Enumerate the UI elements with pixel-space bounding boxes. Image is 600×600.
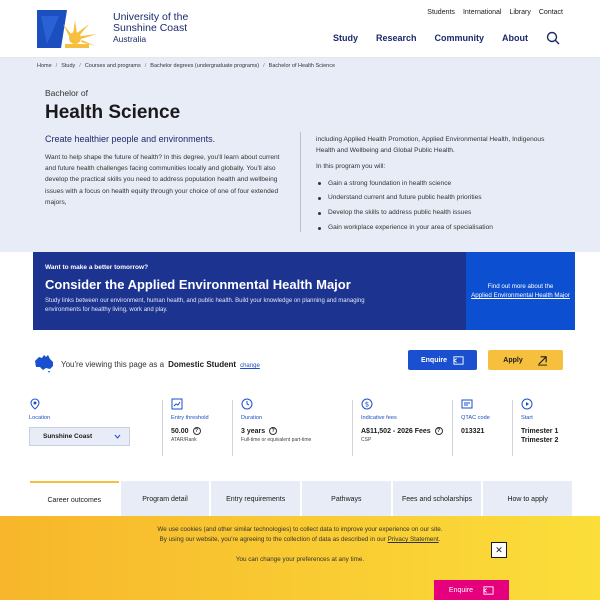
cookie-line-2-end: . (438, 536, 441, 543)
fact-sub: ATAR/Rank (171, 437, 197, 443)
fact-value: A$11,502 - 2026 Fees ? (361, 427, 443, 436)
location-select[interactable] (29, 427, 130, 446)
tab-pathways[interactable]: Pathways (302, 481, 391, 517)
list-item: Gain a strong foundation in health science (316, 178, 561, 189)
usc-logo[interactable] (37, 10, 197, 50)
fact-fees (361, 398, 443, 456)
list-item: Develop the skills to address public health issues (316, 207, 561, 218)
fact-label: Entry threshold (171, 415, 209, 421)
fact-entry-threshold (171, 398, 209, 456)
breadcrumb-separator: / (55, 63, 58, 69)
code-tag-icon (461, 398, 473, 410)
utility-link-international[interactable]: International (462, 9, 502, 16)
help-icon[interactable]: ? (435, 427, 443, 435)
fact-value: Trimester 1 (521, 428, 559, 435)
breadcrumb (37, 63, 335, 69)
nav-study[interactable]: Study (332, 33, 358, 43)
hero-tagline: Create healthier people and environments. (45, 134, 216, 144)
promo-kicker: Want to make a better tomorrow? (45, 264, 149, 271)
main-nav (333, 31, 560, 45)
chevron-down-icon (114, 434, 121, 439)
logo-wordmark: University of the Sunshine Coast Australia (113, 11, 189, 44)
fact-divider (512, 400, 513, 456)
student-type: Domestic Student (168, 360, 237, 369)
fact-value: Trimester 2 (521, 437, 559, 444)
dollar-icon (361, 398, 373, 410)
cookie-line-2: By using our website, you're agreeing to the collection of data as described in our (159, 536, 386, 543)
degree-kicker: Bachelor of (45, 88, 88, 98)
promo-content (33, 252, 466, 330)
cookie-message (100, 525, 500, 565)
fact-divider (232, 400, 233, 456)
hero-intro-continued: including Applied Health Promotion, Applied Environmental Health, Indigenous Health and Wellbeing and Global Public Health. (316, 136, 545, 155)
breadcrumb-study[interactable]: Study (61, 63, 76, 69)
program-bullets (316, 178, 561, 234)
chart-icon (171, 398, 183, 410)
promo-cta-text: Find out more about the (487, 282, 554, 290)
audience-bar (33, 352, 573, 378)
utility-link-library[interactable]: Library (509, 9, 531, 16)
close-icon[interactable]: ✕ (491, 542, 507, 558)
program-tabs (30, 481, 572, 517)
tab-how-to-apply[interactable]: How to apply (483, 481, 572, 517)
nav-community[interactable]: Community (434, 33, 484, 43)
tab-fees-scholarships[interactable]: Fees and scholarships (393, 481, 482, 517)
breadcrumb-separator: / (79, 63, 81, 69)
breadcrumb-home[interactable]: Home (37, 63, 52, 69)
australia-map-icon (33, 352, 55, 374)
cookie-banner (0, 516, 600, 600)
fact-divider (352, 400, 353, 456)
fact-value: 3 years ? (241, 427, 311, 436)
cookie-line-1: We use cookies (and other similar technologies) to collect data to improve your experience on our site. (157, 526, 443, 533)
usc-logo-icon (37, 10, 109, 48)
program-lead: In this program you will: (316, 163, 386, 171)
fact-value: 50.00 ? (171, 427, 209, 436)
nav-research[interactable]: Research (375, 33, 417, 43)
promo-banner (33, 252, 575, 330)
fact-location (29, 398, 130, 456)
hero-section (0, 58, 600, 252)
list-item: Gain workplace experience in your area of specialisation (316, 222, 561, 233)
audience-text (61, 360, 260, 369)
tab-entry-requirements[interactable]: Entry requirements (211, 481, 300, 517)
utility-link-contact[interactable]: Contact (538, 9, 563, 16)
tab-career-outcomes[interactable]: Career outcomes (30, 481, 119, 517)
site-header (0, 0, 600, 58)
apply-label: Apply (503, 356, 523, 364)
privacy-statement-link[interactable]: Privacy Statement (387, 536, 439, 543)
enquire-icon (453, 355, 464, 366)
enquire-button[interactable] (408, 350, 477, 370)
floating-enquire-label: Enquire (448, 586, 474, 594)
breadcrumb-separator: / (263, 63, 265, 69)
help-icon[interactable]: ? (193, 427, 201, 435)
hero-divider (300, 132, 301, 232)
utility-link-students[interactable]: Students (427, 9, 455, 16)
fact-sub: Full-time or equivalent part-time (241, 437, 312, 443)
fact-value: 013321 (461, 428, 485, 435)
breadcrumb-courses[interactable]: Courses and programs (84, 63, 141, 69)
audience-prefix: You're viewing this page as a (61, 360, 165, 369)
fact-divider (162, 400, 163, 456)
enquire-icon (483, 585, 494, 596)
hero-intro: Want to help shape the future of health? In this degree, you'll learn about current and future health challenges facing communities locally and globally. You'll also develop the practical skills you need to address population health and wellbeing issues with a focus on health equity through your choice of one of four extended majors, (45, 154, 280, 206)
page-title: Health Science (45, 102, 181, 123)
fact-sub: CSP (361, 437, 372, 443)
cookie-preferences-note: You can change your preferences at any time. (235, 556, 365, 563)
help-icon[interactable]: ? (269, 427, 277, 435)
map-pin-icon (29, 398, 41, 410)
svg-text:$: $ (364, 400, 370, 409)
promo-description: Study links between our environment, human health, and public health. Build your knowledge on planning and managing environments for healthy living, work and play. (45, 298, 365, 313)
utility-nav (427, 9, 563, 16)
fact-label: QTAC code (461, 415, 490, 421)
nav-about[interactable]: About (502, 33, 528, 43)
location-selected: Sunshine Coast (43, 433, 93, 440)
fact-qtac (461, 398, 490, 456)
tab-program-detail[interactable]: Program detail (121, 481, 210, 517)
fact-label: Indicative fees (361, 415, 397, 421)
promo-cta-link[interactable]: Applied Environmental Health Major (471, 292, 570, 299)
program-facts (0, 398, 600, 468)
floating-enquire-button[interactable] (434, 580, 509, 600)
fact-label: Location (29, 415, 51, 421)
arrow-up-right-icon (537, 355, 548, 366)
play-circle-icon (521, 398, 533, 410)
search-icon[interactable] (546, 31, 560, 45)
fact-label: Duration (241, 415, 263, 421)
fact-start (521, 398, 558, 456)
breadcrumb-current: Bachelor of Health Science (268, 63, 336, 69)
promo-cta[interactable] (466, 252, 575, 330)
breadcrumb-bachelor-degrees[interactable]: Bachelor degrees (undergraduate programs) (150, 63, 260, 69)
fact-label: Start (521, 415, 533, 421)
list-item: Understand current and future public health priorities (316, 192, 561, 203)
apply-button[interactable] (488, 350, 563, 370)
promo-title: Consider the Applied Environmental Health Major (45, 277, 351, 292)
clock-icon (241, 398, 253, 410)
breadcrumb-separator: / (144, 63, 147, 69)
fact-duration (241, 398, 311, 456)
hero-right-column (316, 134, 561, 237)
enquire-label: Enquire (420, 356, 448, 364)
fact-divider (452, 400, 453, 456)
change-audience-link[interactable]: change (240, 363, 260, 369)
